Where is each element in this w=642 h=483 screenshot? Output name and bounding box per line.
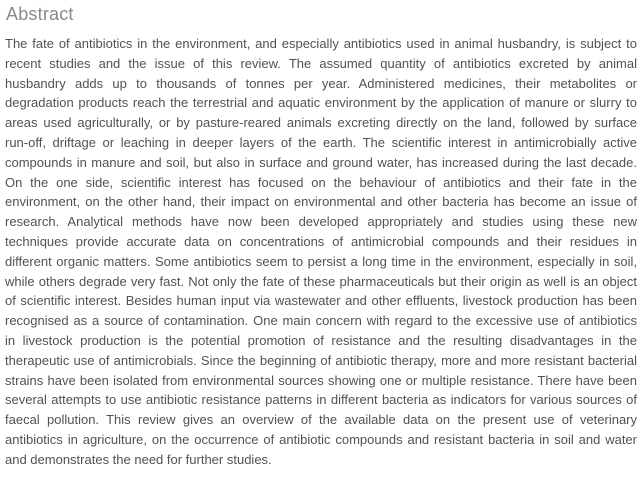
abstract-line: compounds in manure and soil, but also in surface and ground water, has increased during the last decade.: [5, 154, 637, 170]
abstract-section: [5, 4, 637, 470]
abstract-line: recognised as a source of contamination. One main concern with regard to the excessive use of antibiotics: [5, 313, 637, 329]
abstract-line: husbandry adds up to thousands of tonnes per year. Administered medicines, their metabolites or: [5, 75, 637, 91]
abstract-line: several attempts to use antibiotic resistance patterns in different bacteria as indicators for various sources of: [5, 392, 637, 408]
abstract-line: areas used agriculturally, or by pasture-reared animals excreting directly on the land, followed by surface: [5, 115, 637, 131]
abstract-line: faecal pollution. This review gives an overview of the available data on the present use of veterinary: [5, 412, 637, 428]
abstract-text: [5, 34, 637, 470]
abstract-line: and demonstrates the need for further studies.: [5, 451, 272, 467]
abstract-line: while others degrade very fast. Not only the fate of these pharmaceuticals but their origin as well is an object: [5, 273, 637, 289]
abstract-line: strains have been isolated from environmental sources showing one or multiple resistance. There have been: [5, 372, 637, 388]
abstract-line: On the one side, scientific interest has focused on the behaviour of antibiotics and their fate in the: [5, 174, 637, 190]
abstract-line: environment, on the other hand, their impact on environmental and other bacteria has become an issue of: [5, 194, 637, 210]
abstract-line: research. Analytical methods have now been developed appropriately and studies using these new: [5, 214, 637, 230]
abstract-line: run-off, driftage or leaching in deeper layers of the earth. The scientific interest in antimicrobially active: [5, 134, 637, 150]
abstract-heading: Abstract: [6, 4, 74, 24]
abstract-line: antibiotics in agriculture, on the occurrence of antibiotic compounds and resistant bacteria in soil and water: [5, 431, 637, 447]
abstract-line: different organic matters. Some antibiotics seem to persist a long time in the environment, especially in soil,: [5, 253, 637, 269]
abstract-line: degradation products reach the terrestrial and aquatic environment by the application of manure or slurry to: [5, 95, 637, 111]
abstract-line: of scientific interest. Besides human input via wastewater and other effluents, livestock production has been: [5, 293, 637, 309]
abstract-line: in livestock production is the potential promotion of resistance and the resulting disadvantages in the: [5, 332, 637, 348]
abstract-line: techniques provide accurate data on concentrations of antimicrobial compounds and their residues in: [5, 233, 637, 249]
abstract-line: recent studies and the issue of this review. The assumed quantity of antibiotics excreted by animal: [5, 55, 637, 71]
abstract-line: The fate of antibiotics in the environment, and especially antibiotics used in animal husbandry, is subject to: [5, 36, 637, 51]
abstract-line: therapeutic use of antimicrobials. Since the beginning of antibiotic therapy, more and more resistant bacterial: [5, 352, 637, 368]
